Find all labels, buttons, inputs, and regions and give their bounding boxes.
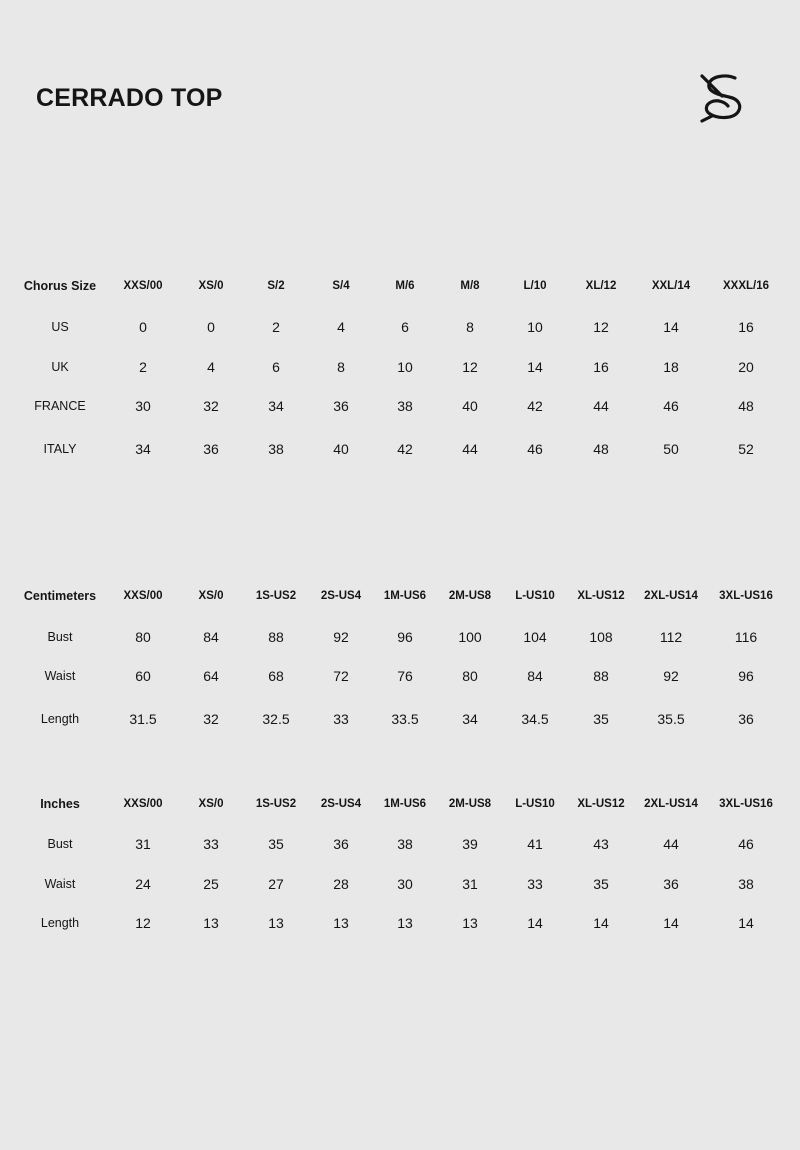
value-cell: 96 (738, 668, 754, 684)
value-cell: 4 (337, 319, 345, 335)
value-cell: 36 (333, 398, 349, 414)
value-cell: 8 (337, 359, 345, 375)
size-header-cell: XL-US12 (577, 798, 625, 810)
table-title-cell: Inches (40, 797, 80, 811)
value-cell: 35.5 (657, 711, 685, 727)
row-label-cell: FRANCE (34, 399, 86, 413)
table-header-row (0, 276, 800, 296)
table-row (0, 709, 800, 729)
value-cell: 76 (397, 668, 413, 684)
size-header-cell: 3XL-US16 (719, 798, 773, 810)
value-cell: 14 (527, 359, 543, 375)
value-cell: 72 (333, 668, 349, 684)
value-cell: 40 (333, 441, 349, 457)
value-cell: 34 (462, 711, 478, 727)
value-cell: 28 (333, 876, 349, 892)
value-cell: 6 (401, 319, 409, 335)
value-cell: 68 (268, 668, 284, 684)
value-cell: 31 (462, 876, 478, 892)
value-cell: 36 (738, 711, 754, 727)
value-cell: 43 (593, 836, 609, 852)
table-row (0, 913, 800, 933)
size-header-cell: L-US10 (515, 798, 555, 810)
value-cell: 12 (593, 319, 609, 335)
value-cell: 100 (458, 629, 482, 645)
row-label-cell: Waist (44, 877, 76, 891)
value-cell: 38 (738, 876, 754, 892)
size-header-cell: XXS/00 (123, 798, 163, 810)
size-header-cell: 2M-US8 (448, 798, 492, 810)
value-cell: 46 (527, 441, 543, 457)
value-cell: 88 (268, 629, 284, 645)
value-cell: 36 (203, 441, 219, 457)
size-header-cell: 1S-US2 (255, 798, 297, 810)
row-label-cell: Waist (44, 669, 76, 683)
size-header-cell: S/4 (332, 280, 350, 292)
size-header-cell: M/8 (460, 280, 480, 292)
value-cell: 2 (139, 359, 147, 375)
table-row (0, 834, 800, 854)
value-cell: 16 (593, 359, 609, 375)
size-header-cell: L-US10 (515, 590, 555, 602)
value-cell: 42 (527, 398, 543, 414)
value-cell: 10 (397, 359, 413, 375)
value-cell: 14 (527, 915, 543, 931)
value-cell: 33.5 (391, 711, 419, 727)
table-row (0, 874, 800, 894)
value-cell: 60 (135, 668, 151, 684)
size-header-cell: 1S-US2 (255, 590, 297, 602)
value-cell: 46 (738, 836, 754, 852)
size-header-cell: L/10 (523, 280, 547, 292)
value-cell: 38 (268, 441, 284, 457)
value-cell: 50 (663, 441, 679, 457)
table-title-cell: Centimeters (23, 589, 97, 603)
value-cell: 0 (139, 319, 147, 335)
value-cell: 112 (659, 629, 683, 645)
row-label-cell: Bust (47, 837, 73, 851)
value-cell: 48 (593, 441, 609, 457)
page-title: CERRADO TOP (36, 84, 223, 112)
table-row (0, 627, 800, 647)
value-cell: 18 (663, 359, 679, 375)
size-header-cell: 2XL-US14 (644, 798, 698, 810)
value-cell: 14 (663, 915, 679, 931)
value-cell: 14 (738, 915, 754, 931)
value-cell: 52 (738, 441, 754, 457)
value-cell: 92 (333, 629, 349, 645)
size-header-cell: XL-US12 (577, 590, 625, 602)
size-header-cell: XXS/00 (123, 280, 163, 292)
table-row (0, 439, 800, 459)
table-header-row (0, 794, 800, 814)
value-cell: 13 (333, 915, 349, 931)
value-cell: 40 (462, 398, 478, 414)
size-header-cell: XXL/14 (651, 280, 691, 292)
row-label-cell: US (51, 320, 69, 334)
size-header-cell: XL/12 (585, 280, 617, 292)
value-cell: 27 (268, 876, 284, 892)
value-cell: 13 (397, 915, 413, 931)
size-header-cell: 1M-US6 (383, 798, 427, 810)
row-label-cell: Length (40, 916, 80, 930)
value-cell: 13 (203, 915, 219, 931)
size-header-cell: 2M-US8 (448, 590, 492, 602)
value-cell: 12 (462, 359, 478, 375)
value-cell: 34.5 (521, 711, 549, 727)
value-cell: 84 (203, 629, 219, 645)
value-cell: 24 (135, 876, 151, 892)
value-cell: 16 (738, 319, 754, 335)
value-cell: 108 (589, 629, 613, 645)
value-cell: 31.5 (129, 711, 157, 727)
value-cell: 0 (207, 319, 215, 335)
value-cell: 4 (207, 359, 215, 375)
value-cell: 12 (135, 915, 151, 931)
size-header-cell: 2S-US4 (320, 590, 362, 602)
value-cell: 6 (272, 359, 280, 375)
table-row (0, 396, 800, 416)
value-cell: 2 (272, 319, 280, 335)
table-row (0, 357, 800, 377)
value-cell: 92 (663, 668, 679, 684)
row-label-cell: Bust (47, 630, 73, 644)
value-cell: 8 (466, 319, 474, 335)
value-cell: 31 (135, 836, 151, 852)
size-header-cell: 2XL-US14 (644, 590, 698, 602)
value-cell: 96 (397, 629, 413, 645)
value-cell: 32 (203, 711, 219, 727)
size-header-cell: 1M-US6 (383, 590, 427, 602)
size-header-cell: XXXL/16 (722, 280, 770, 292)
value-cell: 14 (593, 915, 609, 931)
value-cell: 36 (663, 876, 679, 892)
table-title-cell: Chorus Size (23, 279, 97, 293)
row-label-cell: ITALY (43, 442, 77, 456)
table-row (0, 317, 800, 337)
row-label-cell: Length (40, 712, 80, 726)
size-header-cell: XS/0 (198, 590, 224, 602)
brand-monogram-icon (698, 72, 744, 124)
value-cell: 33 (527, 876, 543, 892)
value-cell: 41 (527, 836, 543, 852)
value-cell: 13 (268, 915, 284, 931)
value-cell: 44 (593, 398, 609, 414)
value-cell: 34 (268, 398, 284, 414)
value-cell: 44 (663, 836, 679, 852)
value-cell: 20 (738, 359, 754, 375)
value-cell: 39 (462, 836, 478, 852)
value-cell: 80 (462, 668, 478, 684)
value-cell: 13 (462, 915, 478, 931)
size-header-cell: 2S-US4 (320, 798, 362, 810)
value-cell: 30 (135, 398, 151, 414)
table-row (0, 666, 800, 686)
value-cell: 80 (135, 629, 151, 645)
value-cell: 32 (203, 398, 219, 414)
value-cell: 88 (593, 668, 609, 684)
value-cell: 25 (203, 876, 219, 892)
value-cell: 14 (663, 319, 679, 335)
value-cell: 48 (738, 398, 754, 414)
size-header-cell: M/6 (395, 280, 415, 292)
row-label-cell: UK (51, 360, 69, 374)
value-cell: 32.5 (262, 711, 290, 727)
value-cell: 35 (593, 876, 609, 892)
value-cell: 30 (397, 876, 413, 892)
value-cell: 84 (527, 668, 543, 684)
value-cell: 104 (523, 629, 547, 645)
value-cell: 44 (462, 441, 478, 457)
value-cell: 116 (734, 629, 758, 645)
value-cell: 38 (397, 398, 413, 414)
value-cell: 38 (397, 836, 413, 852)
value-cell: 34 (135, 441, 151, 457)
value-cell: 42 (397, 441, 413, 457)
value-cell: 33 (203, 836, 219, 852)
table-header-row (0, 586, 800, 606)
size-header-cell: 3XL-US16 (719, 590, 773, 602)
size-header-cell: XS/0 (198, 798, 224, 810)
value-cell: 35 (268, 836, 284, 852)
value-cell: 35 (593, 711, 609, 727)
value-cell: 36 (333, 836, 349, 852)
size-header-cell: XXS/00 (123, 590, 163, 602)
value-cell: 33 (333, 711, 349, 727)
value-cell: 64 (203, 668, 219, 684)
value-cell: 46 (663, 398, 679, 414)
value-cell: 10 (527, 319, 543, 335)
size-header-cell: S/2 (267, 280, 285, 292)
size-header-cell: XS/0 (198, 280, 224, 292)
